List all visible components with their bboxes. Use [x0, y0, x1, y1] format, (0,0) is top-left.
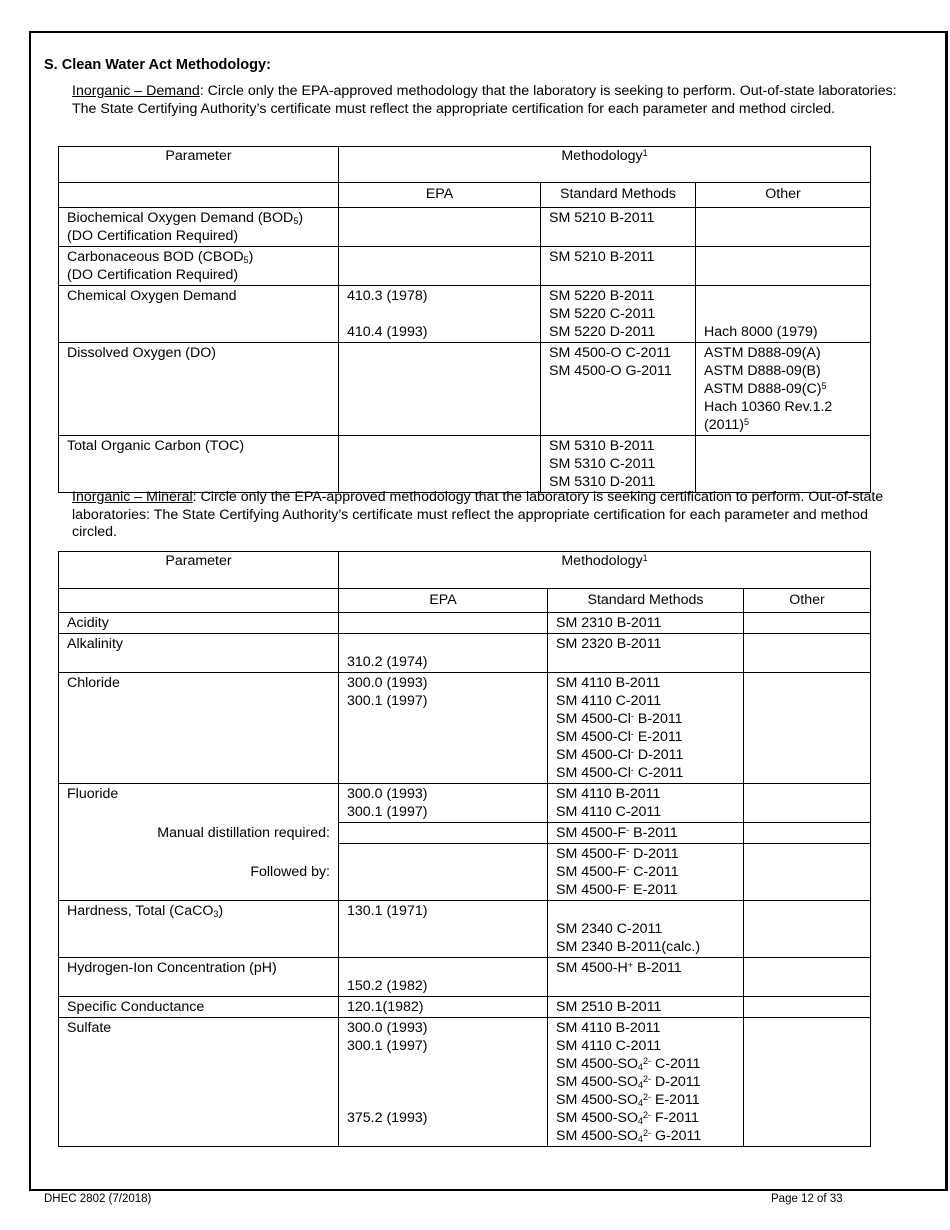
epa-cell-line	[347, 959, 539, 977]
other-cell-line: Hach 10360 Rev.1.2	[704, 399, 833, 415]
table-row	[59, 634, 871, 673]
standard-methods-cell	[541, 343, 696, 436]
standard-methods-cell-line: SM 4110 C-2011	[556, 693, 662, 709]
epa-cell-line	[347, 1091, 539, 1109]
parameter-cell-line: Carbonaceous BOD $(CBOD_5)$	[67, 249, 254, 265]
standard-methods-cell-line: SM 4110 B-2011	[556, 675, 661, 691]
table-row	[59, 247, 871, 286]
demand-methodology-table	[58, 146, 871, 493]
standard-methods-cell-line: SM $4500-SO_4^{2-}$ E-2011	[556, 1092, 700, 1108]
parameter-cell-line: Alkalinity	[67, 636, 123, 652]
epa-cell-line: 300.0 (1993)	[347, 675, 428, 691]
epa-cell-line: 375.2 (1993)	[347, 1110, 428, 1126]
epa-cell	[339, 844, 548, 901]
standard-methods-cell	[548, 1018, 744, 1147]
parameter-cell-line: (DO Certification Required)	[67, 228, 239, 244]
epa-cell	[339, 958, 548, 997]
epa-cell-line: 150.2 (1982)	[347, 978, 428, 994]
epa-cell-line: 130.1 (1971)	[347, 903, 428, 919]
standard-methods-cell-line: SM 4500-F- B-2011	[556, 825, 678, 841]
other-cell-line: ASTM D888-09(A)	[704, 345, 821, 361]
parameter-cell-line	[67, 845, 330, 863]
mineral-methodology-table	[58, 551, 871, 1147]
parameter-cell	[59, 634, 339, 673]
standard-methods-cell	[548, 673, 744, 784]
epa-cell-line	[347, 305, 532, 323]
standard-methods-cell	[541, 247, 696, 286]
parameter-cell-line: Acidity	[67, 615, 109, 631]
standard-methods-cell-line: SM 4110 C-2011	[556, 804, 662, 820]
standard-methods-cell-line: SM 4500-F- E-2011	[556, 882, 678, 898]
epa-cell	[339, 784, 548, 823]
standard-methods-cell-line: SM 4500-Cl- B-2011	[556, 711, 683, 727]
parameter-cell-line: Hydrogen-Ion Concentration (pH)	[67, 960, 277, 976]
parameter-cell	[59, 784, 339, 823]
standard-methods-cell-line: SM 2310 B-2011	[556, 615, 662, 631]
epa-cell	[339, 247, 541, 286]
epa-cell-line: 300.1 (1997)	[347, 804, 428, 820]
page-number: Page 12 of 33	[771, 1193, 843, 1205]
standard-methods-cell-line: SM $4500-SO_4^{2-}$ C-2011	[556, 1056, 701, 1072]
parameter-cell	[59, 997, 339, 1018]
standard-methods-cell-line: SM 5210 B-2011	[549, 210, 655, 226]
parameter-cell-line: (DO Certification Required)	[67, 267, 239, 283]
standard-methods-cell	[541, 208, 696, 247]
table-row	[59, 343, 871, 436]
other-cell	[744, 784, 871, 823]
table-row	[59, 958, 871, 997]
other-cell	[744, 901, 871, 958]
standard-methods-cell	[548, 634, 744, 673]
other-cell	[744, 823, 871, 844]
parameter-cell-line: Manual distillation required:	[157, 824, 330, 841]
epa-cell-line: 300.1 (1997)	[347, 1038, 428, 1054]
epa-header: EPA	[339, 183, 541, 208]
table-row	[59, 613, 871, 634]
table-row	[59, 208, 871, 247]
standard-methods-cell	[548, 844, 744, 901]
parameter-cell	[59, 823, 339, 844]
standard-methods-cell-line: SM 4500-O C-2011	[549, 345, 671, 361]
parameter-cell-line: Biochemical Oxygen Demand $(BOD_5)$	[67, 210, 304, 226]
standard-methods-cell-line: SM 4500-Cl- D-2011	[556, 747, 684, 763]
standard-methods-cell-line: SM 5310 D-2011	[549, 474, 656, 490]
other-cell	[744, 1018, 871, 1147]
section-title: S. Clean Water Act Methodology:	[44, 57, 271, 73]
other-cell	[696, 343, 871, 436]
epa-cell	[339, 634, 548, 673]
parameter-cell	[59, 613, 339, 634]
epa-cell-line: 120.1(1982)	[347, 999, 424, 1015]
table-row	[59, 286, 871, 343]
epa-cell-line: 310.2 (1974)	[347, 654, 428, 670]
standard-methods-cell-line: SM 4110 C-2011	[556, 1038, 662, 1054]
methodology-header	[339, 147, 871, 183]
standard-methods-cell	[541, 286, 696, 343]
table-row	[59, 901, 871, 958]
standard-methods-cell	[548, 823, 744, 844]
standard-methods-cell-line: SM 5220 B-2011	[549, 288, 655, 304]
epa-cell	[339, 286, 541, 343]
standard-methods-cell-line: SM 4500-H+ B-2011	[556, 960, 682, 976]
other-cell	[696, 286, 871, 343]
parameter-cell-line: Followed by:	[250, 863, 330, 880]
other-cell-line: ASTM $D888-09(C)^5$	[704, 381, 827, 397]
parameter-cell	[59, 286, 339, 343]
blank-header-cell	[59, 589, 339, 613]
epa-cell-line: 300.0 (1993)	[347, 1020, 428, 1036]
methodology-footnote-ref: 1	[642, 553, 648, 563]
parameter-cell	[59, 901, 339, 958]
epa-cell	[339, 613, 548, 634]
standard-methods-cell-line: SM 4110 B-2011	[556, 786, 661, 802]
methodology-header-label: Methodology	[561, 553, 643, 569]
other-cell	[744, 958, 871, 997]
epa-cell	[339, 901, 548, 958]
parameter-cell-line: Total Organic Carbon (TOC)	[67, 438, 245, 454]
other-header: Other	[744, 589, 871, 613]
methodology-header	[339, 552, 871, 589]
standard-methods-cell-line: SM $4500-SO_4^{2-}$ F-2011	[556, 1110, 699, 1126]
parameter-cell	[59, 673, 339, 784]
epa-cell	[339, 673, 548, 784]
form-id: DHEC 2802 (7/2018)	[44, 1193, 152, 1205]
standard-methods-cell	[548, 997, 744, 1018]
parameter-header: Parameter	[59, 552, 339, 589]
parameter-cell	[59, 1018, 339, 1147]
methodology-header-label: Methodology	[561, 148, 643, 164]
standard-methods-cell-line: SM 2340 C-2011	[556, 921, 663, 937]
parameter-cell-line: Hardness, Total (CaCO$_3$)	[67, 903, 224, 919]
other-cell	[744, 613, 871, 634]
epa-cell-line: 300.0 (1993)	[347, 786, 428, 802]
standard-methods-cell	[541, 436, 696, 493]
epa-cell-line	[347, 635, 539, 653]
epa-cell-line: 410.4 (1993)	[347, 324, 428, 340]
standard-methods-cell	[548, 958, 744, 997]
demand-intro-heading: Inorganic – Demand	[72, 83, 200, 99]
methodology-footnote-ref: 1	[642, 148, 648, 158]
parameter-cell-line: Sulfate	[67, 1020, 112, 1036]
standard-methods-cell	[548, 784, 744, 823]
epa-cell	[339, 436, 541, 493]
epa-cell-line	[347, 1055, 539, 1073]
table-row	[59, 823, 871, 844]
parameter-cell	[59, 208, 339, 247]
parameter-cell	[59, 343, 339, 436]
standard-methods-cell-line: SM 5210 B-2011	[549, 249, 655, 265]
other-header: Other	[696, 183, 871, 208]
epa-cell	[339, 997, 548, 1018]
mineral-intro-heading: Inorganic – Mineral	[72, 489, 193, 505]
standard-methods-cell-line: SM 2320 B-2011	[556, 636, 662, 652]
other-cell	[696, 436, 871, 493]
table-row	[59, 1018, 871, 1147]
table-row	[59, 844, 871, 901]
table-row	[59, 436, 871, 493]
standard-methods-cell-line	[556, 902, 735, 920]
standard-methods-header: Standard Methods	[548, 589, 744, 613]
standard-methods-cell-line: SM 4500-O G-2011	[549, 363, 672, 379]
parameter-cell	[59, 844, 339, 901]
standard-methods-cell-line: SM 2340 B-2011(calc.)	[556, 939, 701, 955]
standard-methods-cell-line: SM 4500-F- C-2011	[556, 864, 679, 880]
parameter-cell	[59, 247, 339, 286]
epa-header: EPA	[339, 589, 548, 613]
standard-methods-cell-line: SM 5220 C-2011	[549, 306, 656, 322]
epa-cell-line: 300.1 (1997)	[347, 693, 428, 709]
standard-methods-cell-line: SM 4500-Cl- C-2011	[556, 765, 684, 781]
mineral-intro-text: : Circle only the EPA-approved methodology that the laboratory is seeking certification to perform. Out-of-state laboratories: The State Certifying Authority’s certificate must reflect the appropriate certification for each parameter and method circled.	[72, 489, 884, 540]
other-cell	[696, 247, 871, 286]
other-cell-line: Hach 8000 (1979)	[704, 324, 818, 340]
epa-cell-line	[347, 1073, 539, 1091]
parameter-cell-line: Specific Conductance	[67, 999, 205, 1015]
epa-cell	[339, 1018, 548, 1147]
standard-methods-cell-line: SM 5310 C-2011	[549, 456, 656, 472]
demand-intro-text: : Circle only the EPA-approved methodology that the laboratory is seeking to perform. Out-of-state laboratories: The State Certifying Authority’s certificate must reflect the appropriate certification for each parameter and method circled.	[72, 83, 897, 117]
standard-methods-cell-line: SM 5220 D-2011	[549, 324, 656, 340]
demand-intro	[72, 83, 907, 118]
parameter-cell	[59, 436, 339, 493]
standard-methods-cell-line: SM 2510 B-2011	[556, 999, 662, 1015]
other-cell	[696, 208, 871, 247]
parameter-cell-line: Chloride	[67, 675, 120, 691]
standard-methods-cell	[548, 613, 744, 634]
other-cell	[744, 844, 871, 901]
parameter-cell-line: Chemical Oxygen Demand	[67, 288, 237, 304]
standard-methods-cell-line: SM 4110 B-2011	[556, 1020, 661, 1036]
other-cell-line	[704, 287, 862, 305]
table-row	[59, 997, 871, 1018]
standard-methods-cell-line: SM 4500-F- D-2011	[556, 846, 679, 862]
other-cell-line: ASTM D888-09(B)	[704, 363, 821, 379]
other-cell-line	[704, 305, 862, 323]
epa-cell-line: 410.3 (1978)	[347, 288, 428, 304]
standard-methods-cell-line: SM 5310 B-2011	[549, 438, 655, 454]
epa-cell	[339, 208, 541, 247]
parameter-cell-line: Dissolved Oxygen (DO)	[67, 345, 217, 361]
standard-methods-cell	[548, 901, 744, 958]
other-cell	[744, 673, 871, 784]
parameter-cell-line: Fluoride	[67, 786, 119, 802]
standard-methods-header: Standard Methods	[541, 183, 696, 208]
epa-cell	[339, 343, 541, 436]
other-cell	[744, 997, 871, 1018]
standard-methods-cell-line: SM $4500-SO_4^{2-}$ G-2011	[556, 1128, 702, 1144]
blank-header-cell	[59, 183, 339, 208]
mineral-intro	[72, 489, 907, 542]
epa-cell	[339, 823, 548, 844]
table-row	[59, 673, 871, 784]
other-cell-line: $(2011)^5$	[704, 417, 749, 433]
standard-methods-cell-line: SM $4500-SO_4^{2-}$ D-2011	[556, 1074, 701, 1090]
parameter-cell	[59, 958, 339, 997]
parameter-header: Parameter	[59, 147, 339, 183]
standard-methods-cell-line: SM 4500-Cl- E-2011	[556, 729, 683, 745]
other-cell	[744, 634, 871, 673]
table-row	[59, 784, 871, 823]
